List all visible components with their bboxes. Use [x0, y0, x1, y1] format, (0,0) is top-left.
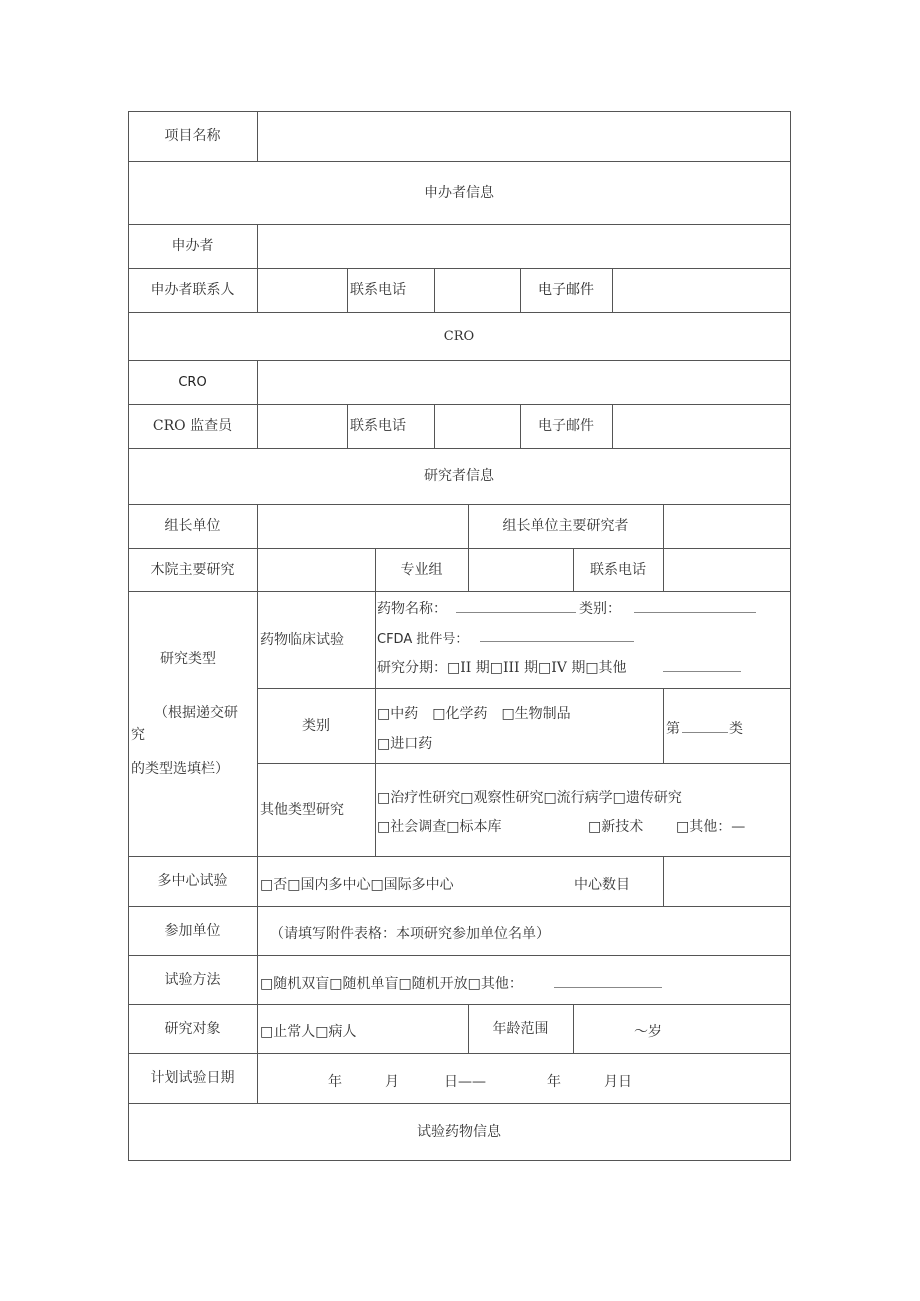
date-label: 计划试验日期 — [128, 1053, 258, 1104]
category-label: 类别 — [257, 688, 376, 764]
site-pi-field[interactable] — [257, 548, 376, 592]
sponsor-email-label: 电子邮件 — [520, 268, 613, 313]
other-study-options[interactable]: □治疗性研究□观察性研究□流行病学□遗传研究 — [377, 790, 682, 806]
sponsor-phone-field[interactable] — [434, 268, 521, 313]
method-label: 试验方法 — [128, 955, 258, 1005]
sponsor-email-field[interactable] — [612, 268, 791, 313]
date-month-day-2: 月日 — [604, 1074, 632, 1090]
new-tech-option[interactable]: □新技术 — [588, 819, 644, 835]
category-class-input[interactable] — [682, 720, 728, 733]
cro-monitor-field[interactable] — [257, 404, 348, 449]
study-type-note: （根据递交研 — [154, 705, 238, 721]
cro-header: CRO — [128, 312, 791, 361]
method-other-input[interactable] — [554, 975, 662, 988]
lead-pi-field[interactable] — [663, 504, 791, 549]
date-day-1: 日—— — [444, 1074, 486, 1090]
specialty-field[interactable] — [468, 548, 574, 592]
drug-trial-label: 药物临床试验 — [257, 591, 376, 689]
cfda-label: CFDA 批件号： — [377, 632, 469, 647]
cro-phone-label: 联系电话 — [347, 404, 435, 449]
category-class-prefix: 第 — [666, 721, 680, 737]
study-type-note: 究 — [131, 727, 145, 743]
drug-name-input[interactable] — [456, 600, 576, 613]
date-year-1: 年 — [328, 1074, 342, 1090]
cro-phone-field[interactable] — [434, 404, 521, 449]
other-study-options[interactable]: □社会调查□标本库 — [377, 819, 502, 835]
date-year-2: 年 — [547, 1074, 561, 1090]
center-count-field[interactable] — [663, 856, 791, 907]
project-name-label: 项目名称 — [128, 111, 258, 162]
other-study-label: 其他类型研究 — [257, 763, 376, 857]
specialty-label: 专业组 — [375, 548, 469, 592]
category-class-suffix: 类 — [729, 721, 743, 737]
participating-label: 参加单位 — [128, 906, 258, 956]
other-option[interactable]: □其他：— — [676, 819, 746, 835]
cro-field[interactable] — [257, 360, 791, 405]
cro-monitor-label: CRO 监查员 — [128, 404, 258, 449]
drug-info-header: 试验药物信息 — [128, 1103, 791, 1161]
study-type-note: 的类型选填栏） — [131, 761, 229, 777]
site-phone-field[interactable] — [663, 548, 791, 592]
lead-unit-field[interactable] — [257, 504, 469, 549]
lead-unit-label: 组长单位 — [128, 504, 258, 549]
site-phone-label: 联系电话 — [573, 548, 664, 592]
age-label: 年龄范围 — [468, 1004, 574, 1054]
category-options[interactable]: □中药 □化学药 □生物制品 — [377, 706, 571, 722]
study-type-cell — [128, 591, 258, 857]
method-options[interactable]: □随机双盲□随机单盲□随机开放□其他： — [260, 976, 523, 992]
study-type-label: 研究类型 — [160, 651, 216, 667]
center-count-label: 中心数目 — [574, 877, 630, 893]
site-pi-label: 木院主要研究 — [128, 548, 258, 592]
drug-category-label: 类别： — [579, 601, 621, 617]
sponsor-phone-label: 联系电话 — [347, 268, 435, 313]
cro-email-label: 电子邮件 — [520, 404, 613, 449]
date-month-1: 月 — [385, 1074, 399, 1090]
phase-options[interactable]: 研究分期：□II 期□III 期□IV 期□其他 — [377, 660, 627, 676]
other-study-options-cell — [375, 763, 791, 857]
drug-category-input[interactable] — [634, 600, 756, 613]
multicenter-label: 多中心试验 — [128, 856, 258, 907]
investigator-info-header: 研究者信息 — [128, 448, 791, 505]
subject-label: 研究对象 — [128, 1004, 258, 1054]
drug-name-label: 药物名称： — [377, 601, 447, 617]
participating-note: （请填写附件表格：本项研究参加单位名单） — [270, 926, 550, 942]
sponsor-field[interactable] — [257, 224, 791, 269]
lead-pi-label: 组长单位主要研究者 — [468, 504, 664, 549]
sponsor-contact-field[interactable] — [257, 268, 348, 313]
sponsor-contact-label: 申办者联系人 — [128, 268, 258, 313]
category-options[interactable]: □进口药 — [377, 736, 433, 752]
subject-options[interactable]: □止常人□病人 — [260, 1024, 357, 1040]
sponsor-label: 申办者 — [128, 224, 258, 269]
cfda-input[interactable] — [480, 629, 634, 642]
project-name-field[interactable] — [257, 111, 791, 162]
age-field[interactable] — [573, 1004, 791, 1054]
multicenter-options[interactable]: □否□国内多中心□国际多中心 — [260, 877, 454, 893]
phase-other-input[interactable] — [663, 659, 741, 672]
sponsor-info-header: 申办者信息 — [128, 161, 791, 225]
age-suffix: ～岁 — [634, 1024, 662, 1040]
cro-email-field[interactable] — [612, 404, 791, 449]
cro-label: CRO — [128, 360, 258, 405]
